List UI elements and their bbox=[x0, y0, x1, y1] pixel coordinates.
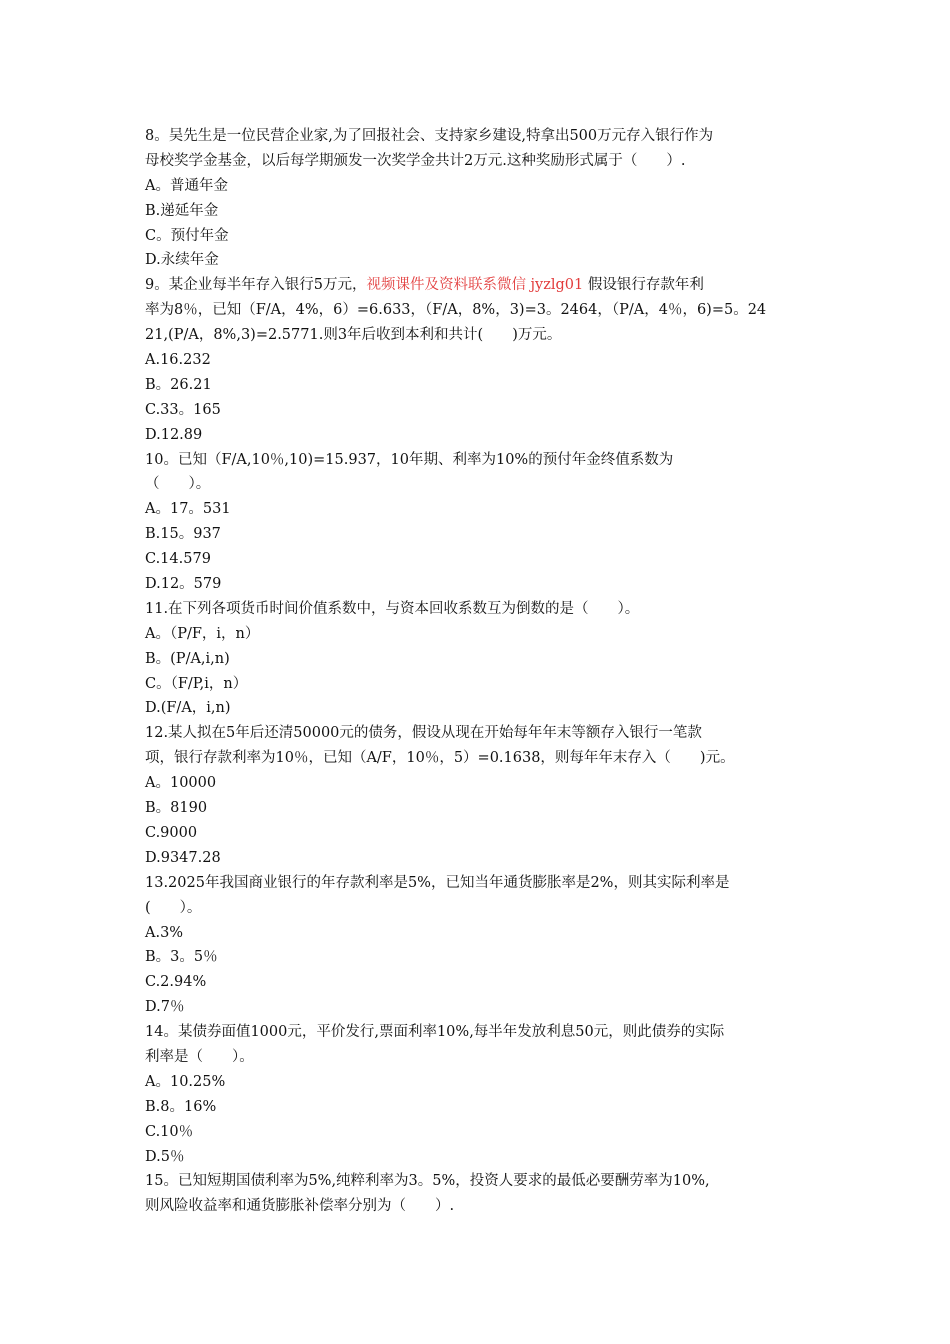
question-12-option-d: D.9347.28 bbox=[145, 849, 221, 866]
question-8 bbox=[145, 124, 810, 273]
question-8-option-b: B.递延年金 bbox=[145, 202, 219, 219]
question-9 bbox=[145, 273, 810, 447]
question-14-stem-line-1: 14。某债券面值1000元，平价发行,票面利率10%,每半年发放利息50元，则此债券的实际 bbox=[145, 1024, 725, 1041]
question-8-option-c: C。预付年金 bbox=[145, 227, 229, 244]
question-15-stem-line-1: 15。已知短期国债利率为5%,纯粹利率为3。5%，投资人要求的最低必要酬劳率为10%, bbox=[145, 1173, 710, 1190]
question-13-option-a: A.3% bbox=[145, 924, 184, 941]
question-13 bbox=[145, 871, 810, 1020]
question-9-stem-text: 9。某企业每半年存入银行5万元， bbox=[145, 277, 367, 294]
question-12-option-c: C.9000 bbox=[145, 824, 198, 841]
question-8-option-a: A。普通年金 bbox=[145, 177, 228, 194]
question-11-stem-line-1: 11.在下列各项货币时间价值系数中，与资本回收系数互为倒数的是（ ）。 bbox=[145, 600, 640, 617]
question-9-stem-line-2: 率为8％，已知（F/A，4%，6）=6.633，（F/A，8%，3)=3。2464，（P/A，4％，6)=5。24 bbox=[145, 302, 767, 319]
question-13-option-b: B。3。5％ bbox=[145, 949, 218, 966]
question-11-option-a: A。（P/F，i，n） bbox=[145, 625, 260, 642]
question-9-option-b: B。26.21 bbox=[145, 376, 212, 393]
question-12-stem-line-2: 项，银行存款利率为10％，已知（A/F，10％，5）=0.1638，则每年年末存入（ )元。 bbox=[145, 750, 735, 767]
question-12-stem-line-1: 12.某人拟在5年后还清50000元的债务，假设从现在开始每年年末等额存入银行一笔款 bbox=[145, 725, 702, 742]
question-15 bbox=[145, 1169, 810, 1219]
question-15-stem-line-2: 则风险收益率和通货膨胀补偿率分别为（ ）. bbox=[145, 1198, 455, 1215]
question-13-option-c: C.2.94% bbox=[145, 974, 207, 991]
question-10-option-b: B.15。937 bbox=[145, 526, 221, 543]
question-9-option-d: D.12.89 bbox=[145, 426, 203, 443]
question-14-stem-line-2: 利率是（ ）。 bbox=[145, 1048, 254, 1065]
question-11 bbox=[145, 597, 810, 721]
question-10 bbox=[145, 448, 810, 597]
question-9-stem-line-3: 21,(P/A，8%,3)=2.5771.则3年后收到本利和共计( )万元。 bbox=[145, 327, 562, 344]
question-13-stem-line-1: 13.2025年我国商业银行的年存款利率是5%，已知当年通货膨胀率是2%，则其实际利率是 bbox=[145, 874, 730, 891]
question-14-option-a: A。10.25% bbox=[145, 1073, 226, 1090]
question-13-option-d: D.7％ bbox=[145, 999, 185, 1016]
question-9-stem-line-1 bbox=[145, 273, 810, 298]
question-13-stem-line-2: ( ）。 bbox=[145, 899, 202, 916]
question-10-option-d: D.12。579 bbox=[145, 576, 222, 593]
question-10-stem-line-1: 10。已知（F/A,10％,10)=15.937，10年期、利率为10%的预付年金终值系数为 bbox=[145, 451, 674, 468]
question-14-option-c: C.10％ bbox=[145, 1123, 194, 1140]
question-list bbox=[145, 124, 810, 1219]
question-9-option-a: A.16.232 bbox=[145, 352, 211, 369]
question-12 bbox=[145, 721, 810, 870]
question-12-option-b: B。8190 bbox=[145, 800, 208, 817]
question-10-stem-line-2: （ ）。 bbox=[145, 476, 211, 493]
question-8-stem-line-1: 8。吴先生是一位民营企业家,为了回报社会、支持家乡建设,特拿出500万元存入银行作为 bbox=[145, 128, 714, 144]
question-9-option-c: C.33。165 bbox=[145, 401, 221, 418]
question-9-stem-text-cont: 假设银行存款年利 bbox=[583, 277, 704, 294]
question-10-option-c: C.14.579 bbox=[145, 551, 211, 568]
question-11-option-b: B。(P/A,i,n) bbox=[145, 650, 230, 667]
question-14-option-d: D.5％ bbox=[145, 1148, 185, 1165]
question-10-option-a: A。17。531 bbox=[145, 501, 231, 518]
question-8-stem-line-2: 母校奖学金基金，以后每学期颁发一次奖学金共计2万元.这种奖励形式属于（ ）. bbox=[145, 152, 686, 169]
question-14 bbox=[145, 1020, 810, 1169]
question-12-option-a: A。10000 bbox=[145, 775, 217, 792]
question-14-option-b: B.8。16% bbox=[145, 1098, 217, 1115]
question-11-option-d: D.(F/A，i,n) bbox=[145, 700, 231, 717]
question-8-option-d: D.永续年金 bbox=[145, 252, 219, 269]
question-11-option-c: C。（F/P,i，n） bbox=[145, 675, 248, 692]
contact-notice: 视频课件及资料联系微信 jyzlg01 bbox=[366, 277, 584, 294]
